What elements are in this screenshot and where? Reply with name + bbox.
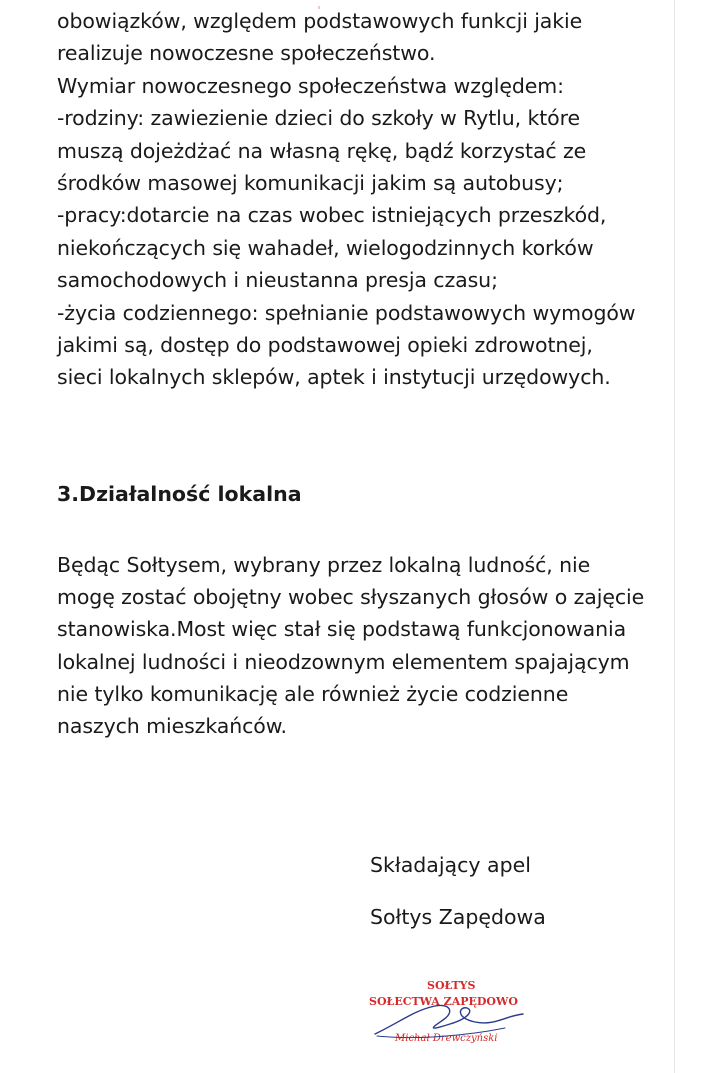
- paragraph-line: Będąc Sołtysem, wybrany przez lokalną ludność, nie: [57, 553, 591, 577]
- paragraph-line: stanowiska.Most więc stał się podstawą funkcjonowania: [57, 617, 627, 642]
- signature-title: Sołtys Zapędowa: [370, 905, 546, 929]
- stamp-name: Michał Drewczyński: [395, 1033, 498, 1044]
- body-line: sieci lokalnych sklepów, aptek i instytucji urzędowych.: [57, 365, 611, 390]
- body-line: środków masowej komunikacji jakim są autobusy;: [57, 171, 564, 196]
- body-line: samochodowych i nieustanna presja czasu;: [57, 268, 498, 293]
- body-text: [57, 5, 677, 394]
- stamp-subtitle: SOŁECTWA ZAPĘDOWO: [369, 995, 518, 1008]
- body-line: Wymiar nowoczesnego społeczeństwa względem:: [57, 73, 564, 98]
- section-paragraph: [57, 549, 644, 742]
- paragraph-line: lokalnej ludności i nieodzownym elementem spajającym: [57, 649, 630, 674]
- paragraph-line: mogę zostać obojętny wobec słyszanych głosów o zajęcie: [57, 585, 645, 610]
- body-line: -rodziny: zawiezienie dzieci do szkoły w Rytlu, które: [57, 106, 580, 131]
- paragraph-line: naszych mieszkańców.: [57, 714, 287, 739]
- body-line: niekończących się wahadeł, wielogodzinnych korków: [57, 235, 594, 260]
- signature-label: Składający apel: [370, 853, 531, 877]
- body-line: -pracy:dotarcie na czas wobec istniejących przeszkód,: [57, 203, 607, 228]
- section-heading: 3.Działalność lokalna: [57, 482, 302, 506]
- body-line: muszą dojeżdżać na własną rękę, bądź korzystać ze: [57, 138, 587, 163]
- stamp-title: SOŁTYS: [427, 979, 476, 992]
- handwritten-signature: [375, 1005, 523, 1034]
- paragraph-line: nie tylko komunikację ale również życie codzienne: [57, 681, 569, 706]
- body-line: jakimi są, dostęp do podstawowej opieki zdrowotnej,: [57, 333, 593, 358]
- body-line: realizuje nowoczesne społeczeństwo.: [57, 41, 436, 66]
- body-line: obowiązków, względem podstawowych funkcji jakie: [57, 9, 583, 33]
- body-line: -życia codziennego: spełnianie podstawowych wymogów: [57, 300, 636, 325]
- official-stamp: [355, 970, 555, 1050]
